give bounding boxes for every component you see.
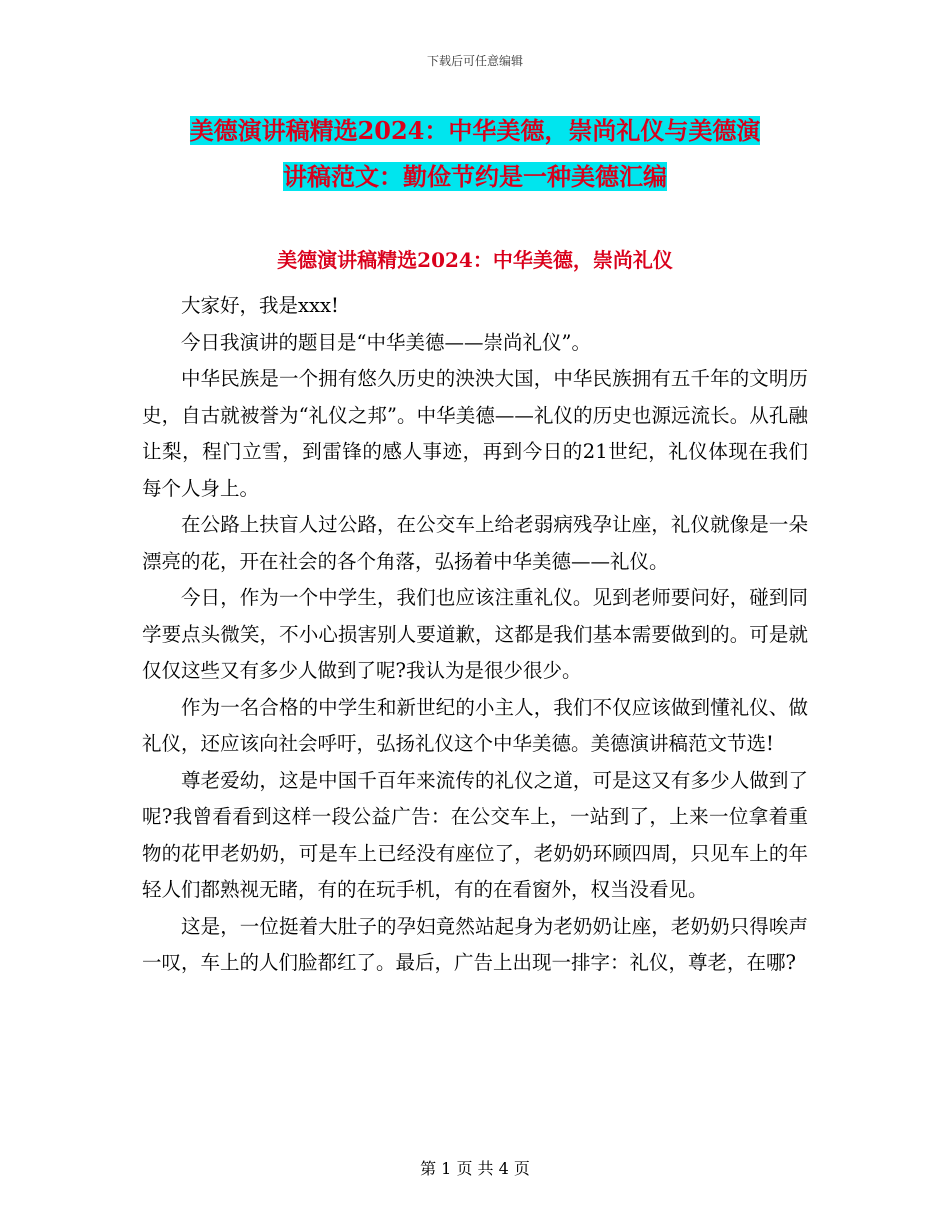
paragraph: 大家好，我是xxx! — [181, 294, 339, 317]
paragraph: 在公路上扶盲人过公路，在公交车上给老弱病残孕让座，礼仪就像是一朵漂亮的花，开在社会的各个角落，弘扬着中华美德——礼仪。 — [142, 513, 808, 573]
body-text — [142, 288, 808, 982]
document-title-line-1: 美德演讲稿精选2024：中华美德，崇尚礼仪与美德演 — [189, 116, 761, 145]
document-title — [140, 108, 810, 200]
paragraph: 尊老爱幼，这是中国千百年来流传的礼仪之道，可是这又有多少人做到了呢?我曾看看到这样一段公益广告：在公交车上，一站到了，上来一位拿着重物的花甲老奶奶，可是车上已经没有座位了，老奶奶环顾四周，只见车上的年轻人们都熟视无睹，有的在玩手机，有的在看窗外，权当没看见。 — [142, 768, 808, 901]
document-title-line-2: 讲稿范文：勤俭节约是一种美德汇编 — [283, 162, 667, 191]
paragraph: 今日我演讲的题目是“中华美德——崇尚礼仪”。 — [181, 330, 591, 354]
paragraph: 这是，一位挺着大肚子的孕妇竟然站起身为老奶奶让座，老奶奶只得唉声一叹，车上的人们脸都红了。最后，广告上出现一排字：礼仪，尊老，在哪? — [142, 914, 808, 974]
section-title: 美德演讲稿精选2024：中华美德，崇尚礼仪 — [277, 248, 673, 272]
paragraph: 作为一名合格的中学生和新世纪的小主人，我们不仅应该做到懂礼仪、做礼仪，还应该向社会呼吁，弘扬礼仪这个中华美德。美德演讲稿范文节选! — [142, 695, 808, 755]
paragraph: 今日，作为一个中学生，我们也应该注重礼仪。见到老师要问好，碰到同学要点头微笑，不小心损害别人要道歉，这都是我们基本需要做到的。可是就仅仅这些又有多少人做到了呢?我认为是很少很少。 — [142, 586, 808, 682]
page-header-note: 下载后可任意编辑 — [426, 54, 523, 68]
page-number: 第 1 页 共 4 页 — [420, 1159, 530, 1178]
paragraph: 中华民族是一个拥有悠久历史的泱泱大国，中华民族拥有五千年的文明历史，自古就被誉为“礼仪之邦”。中华美德——礼仪的历史也源远流长。从孔融让梨，程门立雪，到雷锋的感人事迹，再到今日的21世纪，礼仪体现在我们每个人身上。 — [142, 367, 808, 500]
